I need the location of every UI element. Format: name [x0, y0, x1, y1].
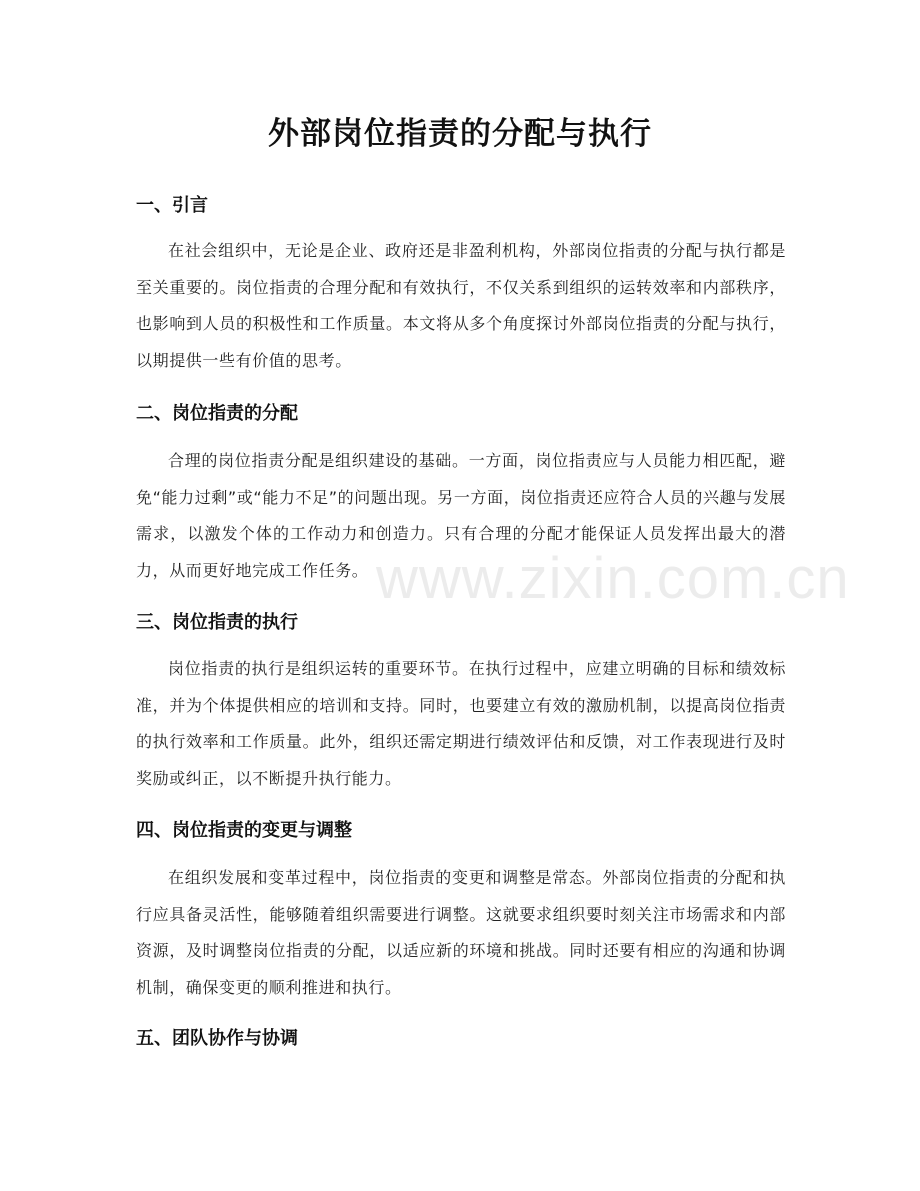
- document-title: 外部岗位指责的分配与执行: [268, 116, 652, 152]
- section-paragraph-allocation: 合理的岗位指责分配是组织建设的基础。一方面，岗位指责应与人员能力相匹配，避免“能力过剩”或“能力不足”的问题出现。另一方面，岗位指责还应符合人员的兴趣与发展需求，以激发个体的工作动力和创造力。只有合理的分配才能保证人员发挥出最大的潜力，从而更好地完成工作任务。: [136, 451, 786, 580]
- section-heading-execution: 三、岗位指责的执行: [136, 612, 298, 633]
- section-paragraph-introduction: 在社会组织中，无论是企业、政府还是非盈利机构，外部岗位指责的分配与执行都是至关重要的。岗位指责的合理分配和有效执行，不仅关系到组织的运转效率和内部秩序，也影响到人员的积极性和工作质量。本文将从多个角度探讨外部岗位指责的分配与执行，以期提供一些有价值的思考。: [136, 241, 786, 370]
- section-paragraph-change: 在组织发展和变革过程中，岗位指责的变更和调整是常态。外部岗位指责的分配和执行应具备灵活性，能够随着组织需要进行调整。这就要求组织要时刻关注市场需求和内部资源，及时调整岗位指责的分配，以适应新的环境和挑战。同时还要有相应的沟通和协调机制，确保变更的顺利推进和执行。: [136, 868, 786, 997]
- watermark: www.zixin.com.cn: [376, 546, 850, 611]
- section-heading-change: 四、岗位指责的变更与调整: [136, 820, 352, 841]
- section-paragraph-execution: 岗位指责的执行是组织运转的重要环节。在执行过程中，应建立明确的目标和绩效标准，并为个体提供相应的培训和支持。同时，也要建立有效的激励机制，以提高岗位指责的执行效率和工作质量。此外，组织还需定期进行绩效评估和反馈，对工作表现进行及时奖励或纠正，以不断提升执行能力。: [136, 659, 786, 788]
- section-heading-teamwork: 五、团队协作与协调: [136, 1028, 298, 1049]
- section-heading-allocation: 二、岗位指责的分配: [136, 403, 298, 424]
- section-heading-introduction: 一、引言: [136, 195, 208, 216]
